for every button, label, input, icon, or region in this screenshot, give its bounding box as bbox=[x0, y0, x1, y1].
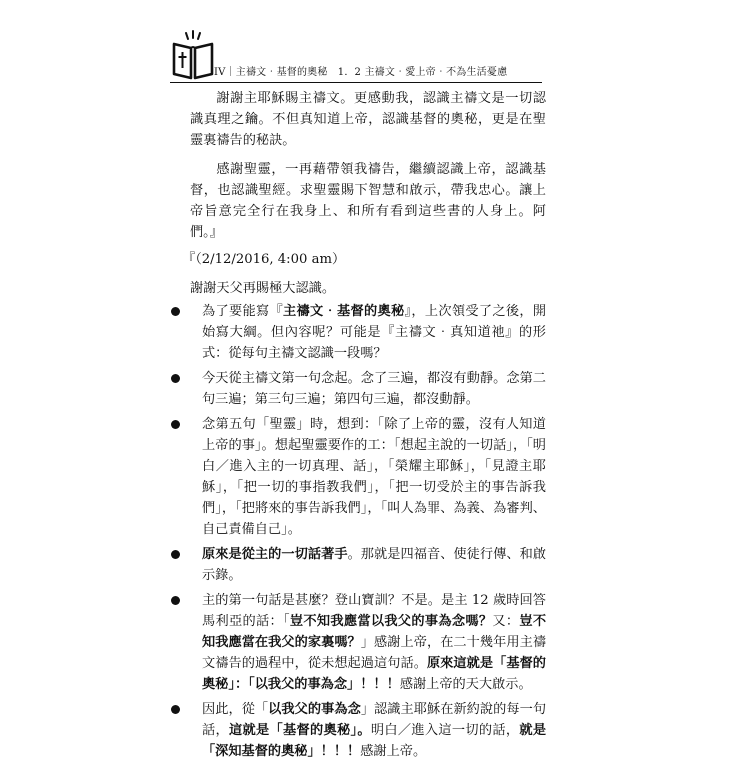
bullet-dot-icon bbox=[171, 596, 180, 605]
bold-text-run: 這就是「基督的奧秘」。 bbox=[229, 723, 371, 738]
text-run: 為了要能寫『 bbox=[202, 304, 283, 319]
text-run: 主的第一句話是甚麼？登山寶訓？不是。是主 12 歲時回答馬利亞的話：「 bbox=[202, 593, 546, 629]
paragraph-1: 謝謝主耶穌賜主禱文。更感動我，認識主禱文是一切認識真理之鑰。不但真知道上帝，認識基督的奧秘，更是在聖靈裏禱告的秘訣。 bbox=[190, 91, 546, 148]
text-run: 念第五句「聖靈」時，想到：「除了上帝的靈，沒有人知道上帝的事」。想起聖靈要作的工：「想起主說的一切話」，「明白／進入主的一切真理、話」，「榮耀主耶穌」，「見證主耶穌」，「把一切的事指教我們」，「把一切受於主的事告訴我們」，「把將來的事告訴我們」，「叫人為罪、為義、為審判、自己責備自己」。 bbox=[202, 417, 546, 537]
bullet-item bbox=[190, 368, 546, 410]
header-rule bbox=[170, 82, 542, 83]
text-run: 今天從主禱文第一句念起。念了三遍，都沒有動靜。念第二句三遍；第三句三遍；第四句三遍，都沒動靜。 bbox=[202, 371, 546, 407]
page-body bbox=[182, 88, 547, 766]
date-line: 『（2/12/2016, 4:00 am） bbox=[182, 252, 346, 267]
bullet-item bbox=[190, 699, 546, 762]
bold-text-run: 原來是從主的一切話著手 bbox=[202, 547, 348, 562]
bullet-item bbox=[190, 544, 546, 586]
text-run: 明白／進入這一切的話， bbox=[370, 723, 520, 738]
open-book-with-cross-icon bbox=[170, 28, 216, 80]
bold-text-run: 豈不知我應當以我父的事為念嗎？ bbox=[289, 614, 493, 629]
bullet-dot-icon bbox=[171, 307, 180, 316]
running-head: IV｜主禱文‧基督的奧秘 1．2 主禱文‧愛上帝‧不為生活憂慮 bbox=[214, 67, 508, 78]
bold-text-run: 以我父的事為念 bbox=[268, 702, 361, 717]
bold-text-run: 原來這就是「基督的奧秘」：「以我父的事為念」！！！ bbox=[202, 656, 546, 692]
bold-text-run: 主禱文‧基督的奧秘 bbox=[282, 304, 405, 319]
paragraph-2: 感謝聖靈，一再藉帶領我禱告，繼續認識上帝，認識基督，也認識聖經。求聖靈賜下智慧和啟示，帶我忠心。讓上帝旨意完全行在我身上、和所有看到這些書的人身上。阿們。』 bbox=[190, 162, 546, 240]
bullet-list bbox=[190, 301, 546, 762]
text-run: 又： bbox=[492, 614, 520, 629]
text-run: 」感謝上帝，在二十幾年用主禱文禱告的過程中，從未想起過這句話。 bbox=[202, 635, 547, 671]
text-run: 感謝上帝。 bbox=[360, 744, 427, 759]
bullet-item bbox=[190, 301, 546, 364]
text-run: 因此，從「 bbox=[202, 702, 269, 717]
bullet-dot-icon bbox=[171, 550, 180, 559]
bullet-dot-icon bbox=[171, 420, 180, 429]
page-header bbox=[170, 28, 542, 84]
bold-text-run: 豈不知我應當在我父的家裏嗎？ bbox=[202, 614, 547, 650]
bold-text-run: 就是「深知基督的奧秘」！！！ bbox=[202, 723, 547, 759]
bullet-dot-icon bbox=[171, 705, 180, 714]
thanks-line: 謝謝天父再賜極大認識。 bbox=[190, 281, 336, 296]
bullet-item bbox=[190, 414, 546, 540]
bullet-dot-icon bbox=[171, 374, 180, 383]
text-run: 。那就是四福音、使徒行傳、和啟示錄。 bbox=[202, 547, 547, 583]
text-run: 』，上次領受了之後，開始寫大綱。但內容呢？可能是『主禱文‧真知道祂』的形式：從每句主禱文認識一段嗎？ bbox=[202, 304, 547, 361]
text-run: 感謝上帝的天大啟示。 bbox=[399, 677, 532, 692]
bullet-item bbox=[190, 590, 546, 695]
text-run: 」認識主耶穌在新約說的每一句話， bbox=[202, 702, 547, 738]
